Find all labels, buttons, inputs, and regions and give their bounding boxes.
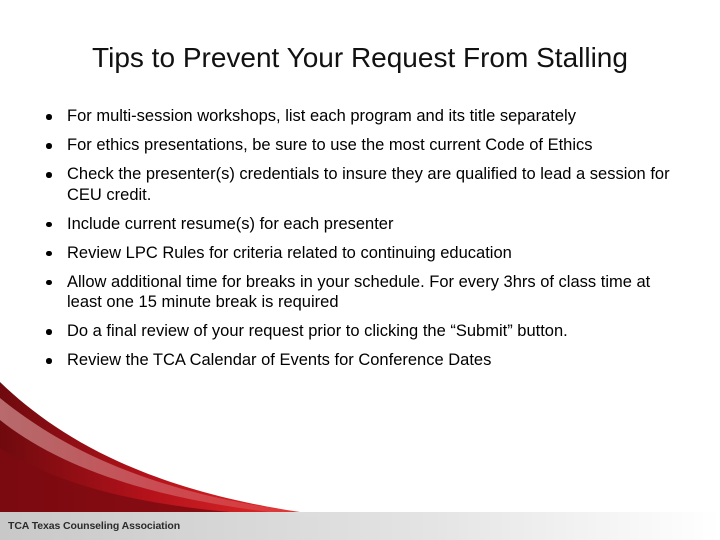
footer-organization-label: TCA Texas Counseling Association bbox=[8, 520, 181, 532]
list-item: Review LPC Rules for criteria related to continuing education bbox=[46, 243, 686, 264]
list-item: Allow additional time for breaks in your schedule. For every 3hrs of class time at least one 15 minute break is required bbox=[46, 272, 686, 313]
list-item: Include current resume(s) for each presenter bbox=[46, 214, 686, 235]
list-item: For ethics presentations, be sure to use the most current Code of Ethics bbox=[46, 135, 686, 156]
list-item: Do a final review of your request prior to clicking the “Submit” button. bbox=[46, 321, 686, 342]
bullet-list bbox=[46, 106, 686, 379]
list-item: Check the presenter(s) credentials to insure they are qualified to lead a session for CEU credit. bbox=[46, 164, 686, 205]
list-item: For multi-session workshops, list each program and its title separately bbox=[46, 106, 686, 127]
slide-title: Tips to Prevent Your Request From Stalling bbox=[92, 42, 628, 73]
list-item: Review the TCA Calendar of Events for Conference Dates bbox=[46, 350, 686, 371]
